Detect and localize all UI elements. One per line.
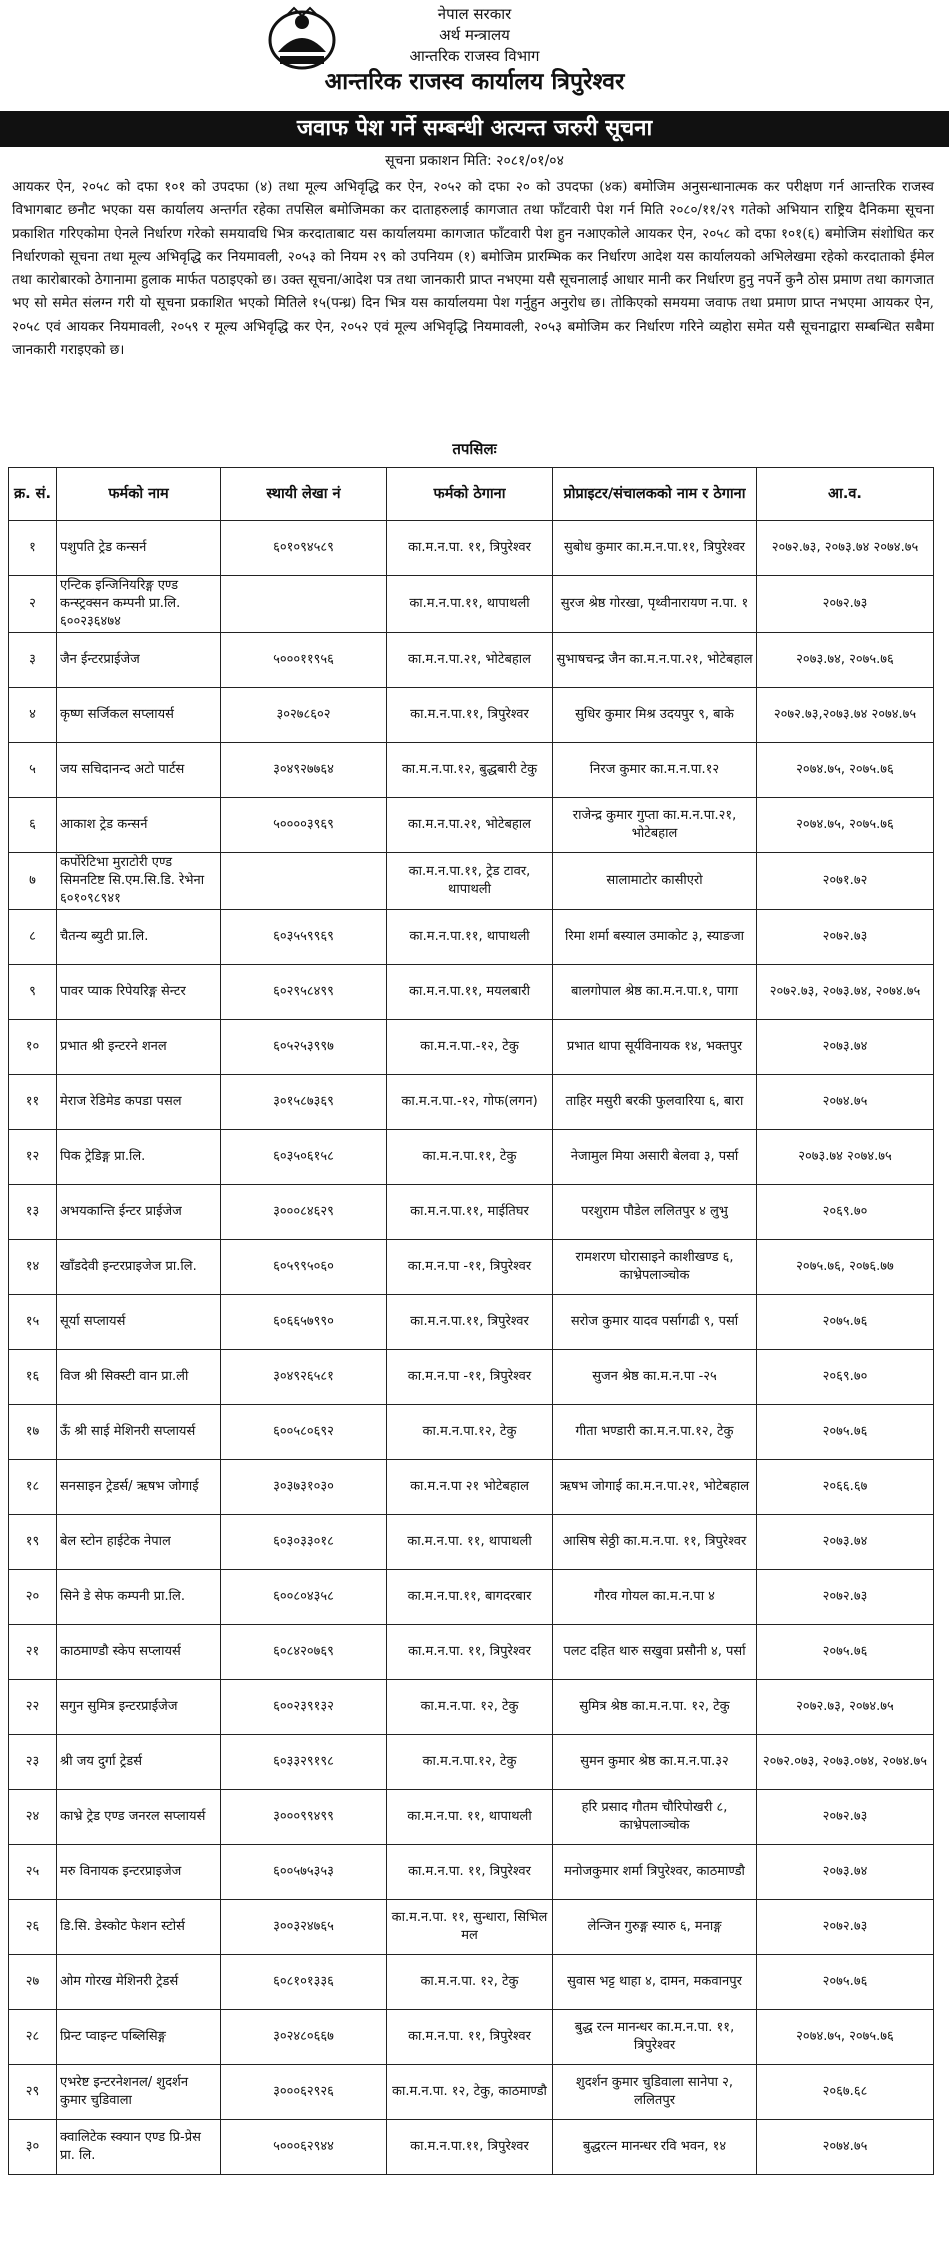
cell-fiscal-year: २०७३.७४ xyxy=(757,1020,934,1075)
cell-serial: २७ xyxy=(9,1955,57,2010)
cell-pan: ६०३०३३०१८ xyxy=(221,1515,387,1570)
cell-firm-address: का.म.न.पा.११, टेकु xyxy=(387,1130,553,1185)
cell-serial: २१ xyxy=(9,1625,57,1680)
cell-pan: ६००५८०६९२ xyxy=(221,1405,387,1460)
cell-firm-name: चैतन्य ब्युटी प्रा.लि. xyxy=(57,910,221,965)
cell-firm-name: पावर प्याक रिपेयरिङ्ग सेन्टर xyxy=(57,965,221,1020)
table-row xyxy=(9,1130,934,1185)
cell-firm-name: पशुपति ट्रेड कन्सर्न xyxy=(57,521,221,576)
government-name: नेपाल सरकार xyxy=(437,5,512,23)
cell-proprietor: सुबोध कुमार का.म.न.पा.११, त्रिपुरेश्वर xyxy=(553,521,757,576)
cell-firm-address: का.म.न.पा.१२, टेकु xyxy=(387,1405,553,1460)
table-row xyxy=(9,965,934,1020)
cell-proprietor: ताहिर मसुरी बरकी फुलवारिया ६, बारा xyxy=(553,1075,757,1130)
cell-fiscal-year: २०७२.७३ xyxy=(757,1570,934,1625)
cell-proprietor: सालामाटोर कासीएरो xyxy=(553,853,757,910)
cell-firm-address: का.म.न.पा.११, त्रिपुरेश्वर xyxy=(387,1295,553,1350)
cell-firm-name: काभ्रे ट्रेड एण्ड जनरल सप्लायर्स xyxy=(57,1790,221,1845)
cell-serial: १ xyxy=(9,521,57,576)
cell-serial: २ xyxy=(9,576,57,633)
cell-proprietor: गौरव गोयल का.म.न.पा ४ xyxy=(553,1570,757,1625)
cell-firm-address: का.म.न.पा. १२, टेकु, काठमाण्डौ xyxy=(387,2065,553,2120)
cell-firm-name: पिक ट्रेडिङ्ग प्रा.लि. xyxy=(57,1130,221,1185)
cell-firm-name: ओम गोरख मेशिनरी ट्रेडर्स xyxy=(57,1955,221,2010)
cell-pan: ३०००६२९२६ xyxy=(221,2065,387,2120)
cell-firm-address: का.म.न.पा.११, मयलबारी xyxy=(387,965,553,1020)
table-row xyxy=(9,2065,934,2120)
table-row xyxy=(9,743,934,798)
cell-proprietor: पलट दहित थारु सखुवा प्रसौनी ४, पर्सा xyxy=(553,1625,757,1680)
cell-proprietor: बुद्धरत्न मानन्धर रवि भवन, १४ xyxy=(553,2120,757,2175)
cell-fiscal-year: २०६७.६८ xyxy=(757,2065,934,2120)
cell-fiscal-year: २०७२.०७३, २०७३.०७४, २०७४.७५ xyxy=(757,1735,934,1790)
cell-pan: ३०२४८०६६७ xyxy=(221,2010,387,2065)
cell-serial: १३ xyxy=(9,1185,57,1240)
cell-fiscal-year: २०७४.७५, २०७५.७६ xyxy=(757,798,934,853)
cell-firm-address: का.म.न.पा. ११, थापाथली xyxy=(387,1790,553,1845)
cell-firm-name: जय सचिदानन्द अटो पार्टस xyxy=(57,743,221,798)
cell-serial: १७ xyxy=(9,1405,57,1460)
cell-pan: ६०२९५८४९९ xyxy=(221,965,387,1020)
cell-proprietor: प्रभात थापा सूर्यविनायक १४, भक्तपुर xyxy=(553,1020,757,1075)
cell-fiscal-year: २०७५.७६ xyxy=(757,1295,934,1350)
cell-firm-name: सिने डे सेफ कम्पनी प्रा.लि. xyxy=(57,1570,221,1625)
cell-fiscal-year: २०७१.७२ xyxy=(757,853,934,910)
cell-fiscal-year: २०७४.७५, २०७५.७६ xyxy=(757,743,934,798)
cell-fiscal-year: २०७५.७६ xyxy=(757,1625,934,1680)
cell-firm-name: सगुन सुमित्र इन्टरप्राईजेज xyxy=(57,1680,221,1735)
cell-firm-name: सूर्या सप्लायर्स xyxy=(57,1295,221,1350)
cell-proprietor: शुदर्शन कुमार चुडिवाला सानेपा २, ललितपुर xyxy=(553,2065,757,2120)
cell-firm-name: मेराज रेडिमेड कपडा पसल xyxy=(57,1075,221,1130)
government-emblem-icon xyxy=(266,4,338,72)
cell-proprietor: सुमन कुमार श्रेष्ठ का.म.न.पा.३२ xyxy=(553,1735,757,1790)
cell-firm-address: का.म.न.पा.११, त्रिपुरेश्वर xyxy=(387,2120,553,2175)
cell-pan: ६००८०४३५८ xyxy=(221,1570,387,1625)
cell-fiscal-year: २०७२.७३ xyxy=(757,910,934,965)
table-row xyxy=(9,1625,934,1680)
cell-proprietor: लेन्जिन गुरुङ्ग स्यारु ६, मनाङ्ग xyxy=(553,1900,757,1955)
header-firm-address: फर्मको ठेगाना xyxy=(387,468,553,521)
cell-firm-name: डि.सि. डेस्कोट फेशन स्टोर्स xyxy=(57,1900,221,1955)
table-row xyxy=(9,1790,934,1845)
table-row xyxy=(9,1515,934,1570)
cell-firm-address: का.म.न.पा. ११, सुन्धारा, सिभिल मल xyxy=(387,1900,553,1955)
cell-firm-name: जैन ईन्टरप्राईजेज xyxy=(57,633,221,688)
cell-fiscal-year: २०७४.७५ xyxy=(757,1075,934,1130)
header-pan: स्थायी लेखा नं xyxy=(221,468,387,521)
table-row xyxy=(9,633,934,688)
cell-pan: ५०००६२९४४ xyxy=(221,2120,387,2175)
cell-serial: २४ xyxy=(9,1790,57,1845)
cell-firm-address: का.म.न.पा.११, थापाथली xyxy=(387,910,553,965)
cell-pan: ६०५९९५०६० xyxy=(221,1240,387,1295)
cell-firm-name: कृष्ण सर्जिकल सप्लायर्स xyxy=(57,688,221,743)
cell-pan xyxy=(221,853,387,910)
table-row xyxy=(9,1570,934,1625)
cell-serial: ३० xyxy=(9,2120,57,2175)
cell-firm-address: का.म.न.पा.-१२, टेकु xyxy=(387,1020,553,1075)
cell-serial: २३ xyxy=(9,1735,57,1790)
cell-fiscal-year: २०६६.६७ xyxy=(757,1460,934,1515)
cell-firm-name: अभयकान्ति ईन्टर प्राईजेज xyxy=(57,1185,221,1240)
cell-fiscal-year: २०७५.७६, २०७६.७७ xyxy=(757,1240,934,1295)
cell-firm-name: मरु विनायक इन्टरप्राइजेज xyxy=(57,1845,221,1900)
cell-proprietor: ऋषभ जोगाई का.म.न.पा.२१, भोटेबहाल xyxy=(553,1460,757,1515)
cell-firm-name: प्रिन्ट प्वाइन्ट पब्लिसिङ्ग xyxy=(57,2010,221,2065)
table-row xyxy=(9,1350,934,1405)
cell-proprietor: मनोजकुमार शर्मा त्रिपुरेश्वर, काठमाण्डौ xyxy=(553,1845,757,1900)
cell-fiscal-year: २०७३.७४ xyxy=(757,1515,934,1570)
cell-fiscal-year: २०७४.७५, २०७५.७६ xyxy=(757,2010,934,2065)
cell-fiscal-year: २०७३.७४ २०७४.७५ xyxy=(757,1130,934,1185)
cell-serial: ३ xyxy=(9,633,57,688)
cell-pan: ३००३२४७६५ xyxy=(221,1900,387,1955)
cell-proprietor: सुरज श्रेष्ठ गोरखा, पृथ्वीनारायण न.पा. १ xyxy=(553,576,757,633)
cell-firm-name: क्वालिटेक स्क्यान एण्ड प्रि-प्रेस प्रा. लि. xyxy=(57,2120,221,2175)
cell-serial: ८ xyxy=(9,910,57,965)
cell-fiscal-year: २०६९.७० xyxy=(757,1185,934,1240)
cell-firm-address: का.म.न.पा. १२, टेकु xyxy=(387,1955,553,2010)
cell-pan: ३०२७८६०२ xyxy=(221,688,387,743)
cell-firm-name: एन्टिक इन्जिनियरिङ्ग एण्ड कन्स्ट्रक्सन कम्पनी प्रा.लि. ६००२३६४७४ xyxy=(57,576,221,633)
table-row xyxy=(9,1240,934,1295)
cell-proprietor: बुद्ध रत्न मानन्धर का.म.न.पा. ११, त्रिपुरेश्वर xyxy=(553,2010,757,2065)
office-name: आन्तरिक राजस्व कार्यालय त्रिपुरेश्वर xyxy=(324,69,625,95)
cell-firm-address: का.म.न.पा. ११, थापाथली xyxy=(387,1515,553,1570)
cell-pan: ३०००९९४९९ xyxy=(221,1790,387,1845)
table-row xyxy=(9,688,934,743)
table-row xyxy=(9,1955,934,2010)
cell-serial: १५ xyxy=(9,1295,57,1350)
table-row xyxy=(9,1845,934,1900)
cell-pan: ६०८१०१३३६ xyxy=(221,1955,387,2010)
ministry-name: अर्थ मन्त्रालय xyxy=(439,26,510,44)
cell-firm-address: का.म.न.पा.-१२, गोफ(लगन) xyxy=(387,1075,553,1130)
notice-body: आयकर ऐन, २०५८ को दफा १०१ को उपदफा (४) तथा मूल्य अभिवृद्धि कर ऐन, २०५२ को दफा २० को उपदफा (४क) बमोजिम अनुसन्धानात्मक कर परीक्षण गर्न आन्तरिक राजस्व विभागबाट छनौट भएका यस कार्यालय अन्तर्गत रहेका तपसिल बमोजिमका कर दाताहरुलाई कागजात तथा फाँटवारी पेश गर्न मिति २०८०/११/२९ गतेको अभियान राष्ट्रिय दैनिकमा सूचना प्रकाशित गरिएकोमा ऐनले निर्धारण गरेको समयावधि भित्र करदाताबाट यस कार्यालयमा कागजात फाँटवारी पेश हुन नआएकोले आयकर ऐन, २०५८ को दफा १०१(६) बमोजिम संशोधित कर निर्धारणको सूचना तथा मूल्य अभिवृद्धि कर नियमावली, २०५३ को नियम २९ को उपनियम (१) बमोजिम प्रारम्भिक कर निर्धारण आदेश यस कार्यालयको अभिलेखमा रहेको करदाताको ईमेल तथा कारोबारको ठेगानामा हुलाक मार्फत पठाइएको छ। उक्त सूचना/आदेश पत्र तथा जानकारी प्राप्त नभएमा यसै सूचनालाई आधार मानी कर निर्धारण हुनु नपर्ने कुनै ठोस प्रमाण तथा कागजात भए सो समेत संलग्न गरी यो सूचना प्रकाशित भएको मितिले १५(पन्ध्र) दिन भित्र यस कार्यालयमा पेश गर्नुहुन अनुरोध छ। तोकिएको समयमा जवाफ तथा प्रमाण प्राप्त नभएमा आयकर ऐन, २०५८ एवं आयकर नियमावली, २०५९ र मूल्य अभिवृद्धि कर ऐन, २०५२ एवं मूल्य अभिवृद्धि नियमावली, २०५३ बमोजिम कर निर्धारण गरिने व्यहोरा समेत यसै सूचनाद्वारा सम्बन्धित सबैमा जानकारी गराइएको छ। xyxy=(12,179,934,359)
cell-pan: ६०५२५३९९७ xyxy=(221,1020,387,1075)
cell-pan: ३०००८४६२९ xyxy=(221,1185,387,1240)
cell-firm-name: विज श्री सिक्स्टी वान प्रा.ली xyxy=(57,1350,221,1405)
cell-proprietor: गीता भण्डारी का.म.न.पा.१२, टेकु xyxy=(553,1405,757,1460)
cell-firm-name: ऊँ श्री साई मेशिनरी सप्लायर्स xyxy=(57,1405,221,1460)
table-row xyxy=(9,521,934,576)
cell-fiscal-year: २०७२.७३ xyxy=(757,576,934,633)
cell-serial: २६ xyxy=(9,1900,57,1955)
cell-serial: ५ xyxy=(9,743,57,798)
cell-pan: ६०३५०६१५८ xyxy=(221,1130,387,1185)
cell-serial: ४ xyxy=(9,688,57,743)
cell-firm-address: का.म.न.पा.२१, भोटेबहाल xyxy=(387,633,553,688)
table-row xyxy=(9,798,934,853)
cell-pan: ६०३५५९९६९ xyxy=(221,910,387,965)
cell-firm-name: आकाश ट्रेड कन्सर्न xyxy=(57,798,221,853)
cell-proprietor: सरोज कुमार यादव पर्सागढी ९, पर्सा xyxy=(553,1295,757,1350)
cell-serial: ९ xyxy=(9,965,57,1020)
cell-proprietor: आसिष सेठ्ठी का.म.न.पा. ११, त्रिपुरेश्वर xyxy=(553,1515,757,1570)
cell-fiscal-year: २०७२.७३,२०७३.७४ २०७४.७५ xyxy=(757,688,934,743)
cell-firm-address: का.म.न.पा.११, ट्रेड टावर, थापाथली xyxy=(387,853,553,910)
cell-proprietor: हरि प्रसाद गौतम चौरिपोखरी ८, काभ्रेपलाञ्चोक xyxy=(553,1790,757,1845)
cell-proprietor: राजेन्द्र कुमार गुप्ता का.म.न.पा.२१, भोटेबहाल xyxy=(553,798,757,853)
cell-fiscal-year: २०७२.७३ xyxy=(757,1900,934,1955)
cell-firm-name: श्री जय दुर्गा ट्रेडर्स xyxy=(57,1735,221,1790)
cell-serial: २८ xyxy=(9,2010,57,2065)
cell-firm-name: प्रभात श्री इन्टरने शनल xyxy=(57,1020,221,1075)
table-row xyxy=(9,1075,934,1130)
cell-serial: २९ xyxy=(9,2065,57,2120)
cell-pan: ५००००३९६९ xyxy=(221,798,387,853)
cell-proprietor: सुजन श्रेष्ठ का.म.न.पा -२५ xyxy=(553,1350,757,1405)
table-row xyxy=(9,1020,934,1075)
schedule-heading: तपसिलः xyxy=(452,440,497,458)
table-row xyxy=(9,1295,934,1350)
cell-firm-address: का.म.न.पा. ११, त्रिपुरेश्वर xyxy=(387,1625,553,1680)
cell-pan: ३०४९२७७६४ xyxy=(221,743,387,798)
cell-firm-address: का.म.न.पा. १२, टेकु xyxy=(387,1680,553,1735)
cell-serial: १८ xyxy=(9,1460,57,1515)
cell-proprietor: सुधिर कुमार मिश्र उदयपुर ९, बाके xyxy=(553,688,757,743)
cell-serial: २५ xyxy=(9,1845,57,1900)
header-proprietor: प्रोप्राइटर/संचालकको नाम र ठेगाना xyxy=(553,468,757,521)
cell-pan: ३०४९२६५८१ xyxy=(221,1350,387,1405)
cell-fiscal-year: २०७३.७४ xyxy=(757,1845,934,1900)
cell-fiscal-year: २०७३.७४, २०७५.७६ xyxy=(757,633,934,688)
cell-proprietor: सुमित्र श्रेष्ठ का.म.न.पा. १२, टेकु xyxy=(553,1680,757,1735)
cell-firm-name: कर्पोरेटिभा मुराटोरी एण्ड सिमनटिष्ट सि.एम.सि.डि. रेभेना ६०१०९८९४१ xyxy=(57,853,221,910)
table-row xyxy=(9,910,934,965)
cell-firm-address: का.म.न.पा. ११, त्रिपुरेश्वर xyxy=(387,1845,553,1900)
cell-serial: ७ xyxy=(9,853,57,910)
notice-header xyxy=(0,0,949,114)
table-row xyxy=(9,2120,934,2175)
cell-firm-address: का.म.न.पा.११, त्रिपुरेश्वर xyxy=(387,688,553,743)
table-row xyxy=(9,2010,934,2065)
cell-pan: ६०३३२९१९८ xyxy=(221,1735,387,1790)
cell-fiscal-year: २०७५.७६ xyxy=(757,1405,934,1460)
cell-pan: ५०००११९५६ xyxy=(221,633,387,688)
header-serial: क्र. सं. xyxy=(9,468,57,521)
cell-serial: १९ xyxy=(9,1515,57,1570)
cell-fiscal-year: २०७२.७३ xyxy=(757,1790,934,1845)
cell-firm-address: का.म.न.पा.११, माईतिघर xyxy=(387,1185,553,1240)
cell-pan: ६०८४२०७६९ xyxy=(221,1625,387,1680)
cell-fiscal-year: २०७५.७६ xyxy=(757,1955,934,2010)
cell-firm-name: बेल स्टोन हाईटेक नेपाल xyxy=(57,1515,221,1570)
cell-firm-name: काठमाण्डौ स्केप सप्लायर्स xyxy=(57,1625,221,1680)
cell-proprietor: सुभाषचन्द्र जैन का.म.न.पा.२१, भोटेबहाल xyxy=(553,633,757,688)
table-body xyxy=(9,521,934,2175)
cell-firm-address: का.म.न.पा. ११, त्रिपुरेश्वर xyxy=(387,2010,553,2065)
cell-firm-address: का.म.न.पा.११, बागदरबार xyxy=(387,1570,553,1625)
table-row xyxy=(9,1460,934,1515)
cell-fiscal-year: २०६९.७० xyxy=(757,1350,934,1405)
table-row xyxy=(9,1405,934,1460)
cell-firm-address: का.म.न.पा.१२, बुद्धबारी टेकु xyxy=(387,743,553,798)
taxpayer-table xyxy=(8,467,934,2175)
cell-serial: १२ xyxy=(9,1130,57,1185)
cell-serial: ११ xyxy=(9,1075,57,1130)
cell-serial: १० xyxy=(9,1020,57,1075)
cell-firm-address: का.म.न.पा २१ भोटेबहाल xyxy=(387,1460,553,1515)
cell-fiscal-year: २०७४.७५ xyxy=(757,2120,934,2175)
cell-pan: ६००२३९१३२ xyxy=(221,1680,387,1735)
table-row xyxy=(9,1185,934,1240)
cell-serial: १६ xyxy=(9,1350,57,1405)
cell-pan: ३०१५८७३६९ xyxy=(221,1075,387,1130)
cell-firm-address: का.म.न.पा.१२, टेकु xyxy=(387,1735,553,1790)
cell-firm-address: का.म.न.पा.११, थापाथली xyxy=(387,576,553,633)
cell-firm-name: एभरेष्ट इन्टरनेशनल/ शुदर्शन कुमार चुडिवाला xyxy=(57,2065,221,2120)
publish-date: सूचना प्रकाशन मिति: २०८१/०१/०४ xyxy=(385,153,564,169)
header-fiscal-year: आ.व. xyxy=(757,468,934,521)
cell-pan: ६०१०९४५८९ xyxy=(221,521,387,576)
cell-firm-name: खाँडदेवी इन्टरप्राइजेज प्रा.लि. xyxy=(57,1240,221,1295)
cell-fiscal-year: २०७२.७३, २०७३.७४ २०७४.७५ xyxy=(757,521,934,576)
table-row xyxy=(9,853,934,910)
table-header-row xyxy=(9,468,934,521)
cell-serial: १४ xyxy=(9,1240,57,1295)
table-row xyxy=(9,1735,934,1790)
header-firm-name: फर्मको नाम xyxy=(57,468,221,521)
cell-proprietor: रामशरण घोरासाइने काशीखण्ड ६, काभ्रेपलाञ्चोक xyxy=(553,1240,757,1295)
cell-fiscal-year: २०७२.७३, २०७४.७५ xyxy=(757,1680,934,1735)
cell-serial: ६ xyxy=(9,798,57,853)
cell-serial: २० xyxy=(9,1570,57,1625)
cell-pan: ३०३७३१०३० xyxy=(221,1460,387,1515)
cell-proprietor: परशुराम पौडेल ललितपुर ४ लुभु xyxy=(553,1185,757,1240)
department-name: आन्तरिक राजस्व विभाग xyxy=(409,47,540,65)
table-row xyxy=(9,576,934,633)
cell-serial: २२ xyxy=(9,1680,57,1735)
cell-firm-address: का.म.न.पा. ११, त्रिपुरेश्वर xyxy=(387,521,553,576)
cell-firm-address: का.म.न.पा -११, त्रिपुरेश्वर xyxy=(387,1240,553,1295)
cell-pan: ६००५७५३५३ xyxy=(221,1845,387,1900)
cell-pan: ६०६६५७९९० xyxy=(221,1295,387,1350)
cell-proprietor: रिमा शर्मा बस्याल उमाकोट ३, स्याङजा xyxy=(553,910,757,965)
cell-firm-name: सनसाइन ट्रेडर्स/ ऋषभ जोगाई xyxy=(57,1460,221,1515)
cell-proprietor: बालगोपाल श्रेष्ठ का.म.न.पा.१, पागा xyxy=(553,965,757,1020)
table-row xyxy=(9,1680,934,1735)
cell-fiscal-year: २०७२.७३, २०७३.७४, २०७४.७५ xyxy=(757,965,934,1020)
cell-firm-address: का.म.न.पा -११, त्रिपुरेश्वर xyxy=(387,1350,553,1405)
cell-firm-address: का.म.न.पा.२१, भोटेबहाल xyxy=(387,798,553,853)
cell-proprietor: नेजामुल मिया असारी बेलवा ३, पर्सा xyxy=(553,1130,757,1185)
cell-pan xyxy=(221,576,387,633)
cell-proprietor: निरज कुमार का.म.न.पा.१२ xyxy=(553,743,757,798)
table-row xyxy=(9,1900,934,1955)
notice-title: जवाफ पेश गर्ने सम्बन्धी अत्यन्त जरुरी सूचना xyxy=(0,111,949,147)
cell-proprietor: सुवास भट्ट थाहा ४, दामन, मकवानपुर xyxy=(553,1955,757,2010)
